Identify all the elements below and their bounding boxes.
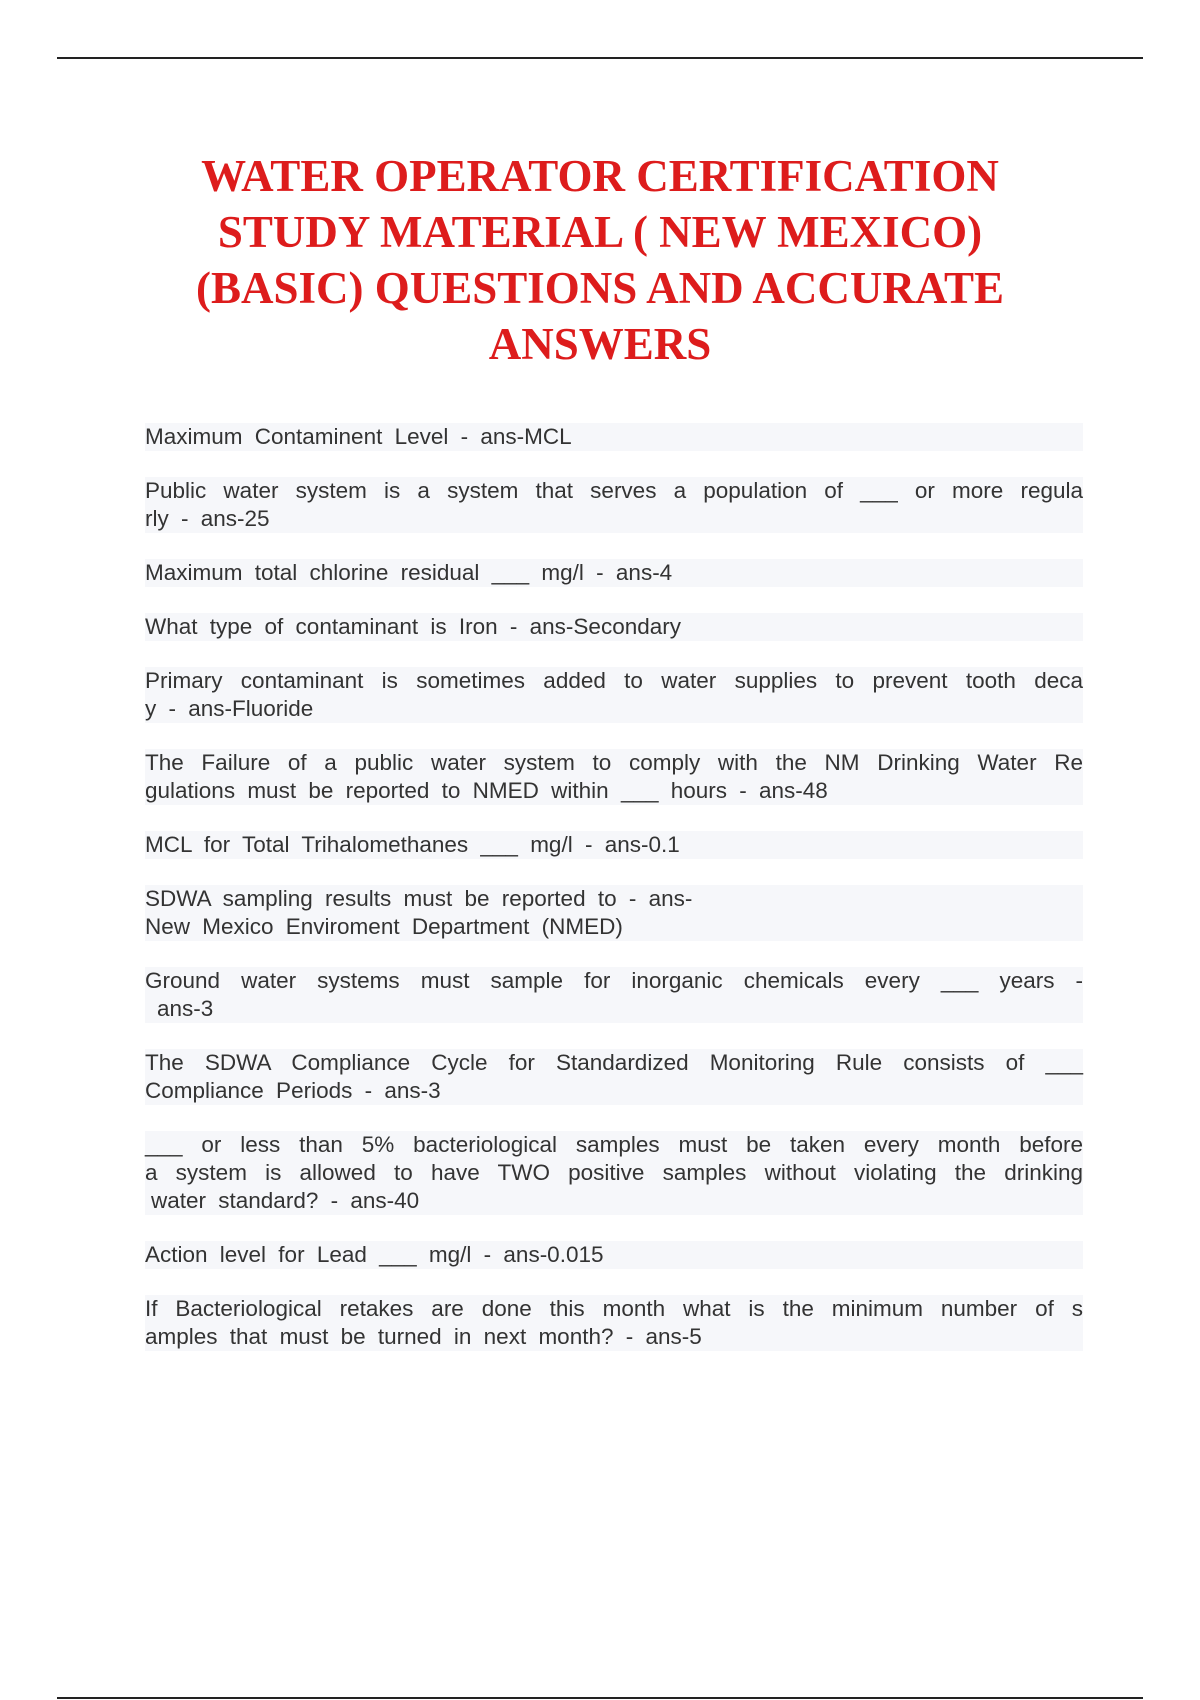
qa-item [145, 831, 1083, 859]
qa-line: water standard? - ans-40 [151, 1188, 420, 1213]
qa-item [145, 667, 1083, 723]
qa-line: The SDWA Compliance Cycle for Standardized Monitoring Rule consists of ___ [145, 1050, 1083, 1075]
top-rule [57, 57, 1143, 59]
qa-line: ans-3 [157, 996, 214, 1021]
document-title [140, 148, 1060, 372]
title-line: ANSWERS [488, 319, 712, 369]
qa-item [145, 749, 1083, 805]
qa-item [145, 967, 1083, 1023]
qa-item [145, 477, 1083, 533]
bottom-rule [57, 1697, 1143, 1699]
qa-item [145, 1241, 1083, 1269]
qa-line: Action level for Lead ___ mg/l - ans-0.015 [145, 1242, 604, 1267]
qa-line: amples that must be turned in next month? - ans-5 [145, 1324, 702, 1349]
qa-item [145, 613, 1083, 641]
qa-item [145, 885, 1083, 941]
qa-line: y - ans-Fluoride [145, 696, 314, 721]
qa-line: gulations must be reported to NMED within ___ hours - ans-48 [145, 778, 828, 803]
title-line: (BASIC) QUESTIONS AND ACCURATE [195, 263, 1005, 313]
qa-item [145, 1295, 1083, 1351]
title-line: WATER OPERATOR CERTIFICATION [201, 151, 999, 201]
title-line: STUDY MATERIAL ( NEW MEXICO) [217, 207, 983, 257]
qa-line: Public water system is a system that serves a population of ___ or more regula [145, 478, 1083, 503]
qa-line: What type of contaminant is Iron - ans-Secondary [145, 614, 681, 639]
qa-list [145, 423, 1083, 1351]
qa-item [145, 1049, 1083, 1105]
qa-line: MCL for Total Trihalomethanes ___ mg/l - ans-0.1 [145, 832, 680, 857]
qa-item [145, 423, 1083, 451]
qa-line: rly - ans-25 [145, 506, 270, 531]
qa-line: Primary contaminant is sometimes added to water supplies to prevent tooth deca [145, 668, 1083, 693]
qa-line: ___ or less than 5% bacteriological samples must be taken every month before [145, 1132, 1083, 1157]
qa-line: Compliance Periods - ans-3 [145, 1078, 441, 1103]
qa-line: SDWA sampling results must be reported to - ans- [145, 886, 693, 911]
qa-line: If Bacteriological retakes are done this month what is the minimum number of s [145, 1296, 1083, 1321]
qa-line: New Mexico Enviroment Department (NMED) [145, 914, 623, 939]
qa-line: The Failure of a public water system to comply with the NM Drinking Water Re [145, 750, 1083, 775]
qa-item [145, 1131, 1083, 1215]
qa-line: Maximum total chlorine residual ___ mg/l - ans-4 [145, 560, 673, 585]
qa-line: Ground water systems must sample for inorganic chemicals every ___ years - [145, 968, 1083, 993]
qa-line: a system is allowed to have TWO positive samples without violating the drinking [145, 1160, 1083, 1185]
qa-line: Maximum Contaminent Level - ans-MCL [145, 424, 572, 449]
qa-item [145, 559, 1083, 587]
